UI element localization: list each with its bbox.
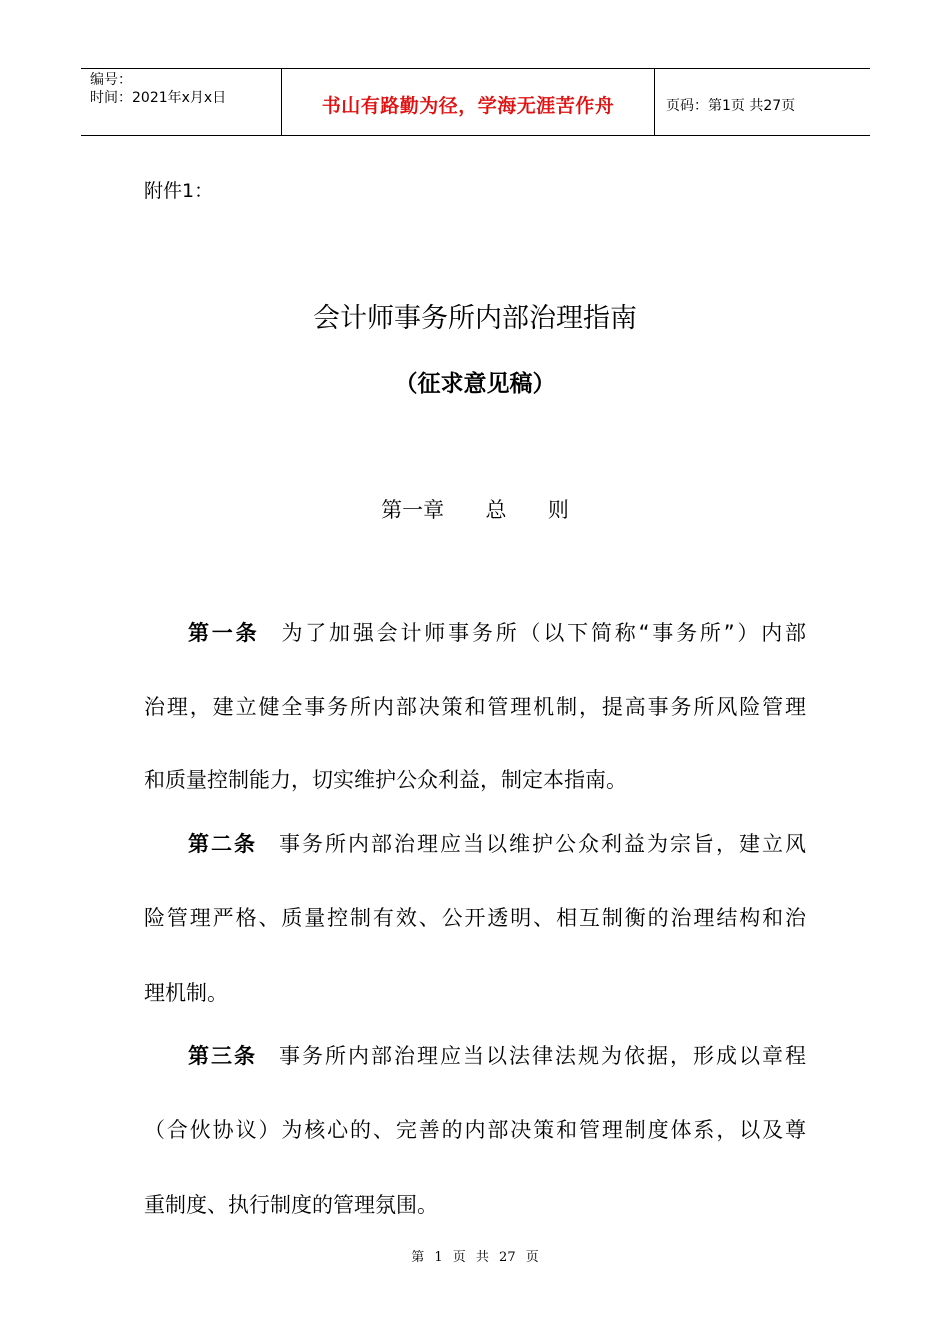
chapter-heading: 第一章 总 则 [381, 498, 569, 522]
article-3-number: 第三条 [188, 1044, 257, 1068]
article-3-line-2: （合伙协议）为核心的、完善的内部决策和管理制度体系，以及尊 [144, 1118, 806, 1142]
header-page-cell [655, 69, 870, 135]
article-1-line-2: 治理，建立健全事务所内部决策和管理机制，提高事务所风险管理 [144, 695, 806, 719]
motto-text: 书山有路勤为径，学海无涯苦作舟 [321, 95, 615, 117]
article-2-number: 第二条 [188, 832, 257, 856]
article-2-text-1: 事务所内部治理应当以维护公众利益为宗旨，建立风 [279, 832, 806, 856]
serial-label: 编号： [90, 72, 132, 88]
article-2-line-3: 理机制。 [144, 981, 228, 1005]
page-code: 页码：第1页 共27页 [666, 98, 796, 114]
document-title: 会计师事务所内部治理指南 [313, 303, 637, 334]
article-2-line-2: 险管理严格、质量控制有效、公开透明、相互制衡的治理结构和治 [144, 906, 806, 930]
article-3-line-1 [188, 1041, 806, 1071]
document-subtitle: （征求意见稿） [394, 370, 556, 397]
article-3-line-3: 重制度、执行制度的管理氛围。 [144, 1193, 438, 1217]
article-1-number: 第一条 [188, 621, 260, 645]
attachment-label: 附件1： [144, 180, 214, 202]
article-3-text-1: 事务所内部治理应当以法律法规为依据，形成以章程 [279, 1044, 806, 1068]
page-footer: 第 1 页 共 27 页 [411, 1250, 539, 1265]
article-1-line-3: 和质量控制能力，切实维护公众利益，制定本指南。 [144, 768, 627, 792]
date-label: 时间：2021年x月x日 [90, 90, 227, 106]
header-motto-cell [282, 69, 655, 135]
header-table [81, 68, 870, 136]
article-1-text-1: 为了加强会计师事务所（以下简称“事务所”）内部 [281, 621, 807, 645]
article-1-line-1 [188, 618, 806, 648]
header-info-cell [81, 69, 282, 135]
article-2-line-1 [188, 829, 806, 859]
